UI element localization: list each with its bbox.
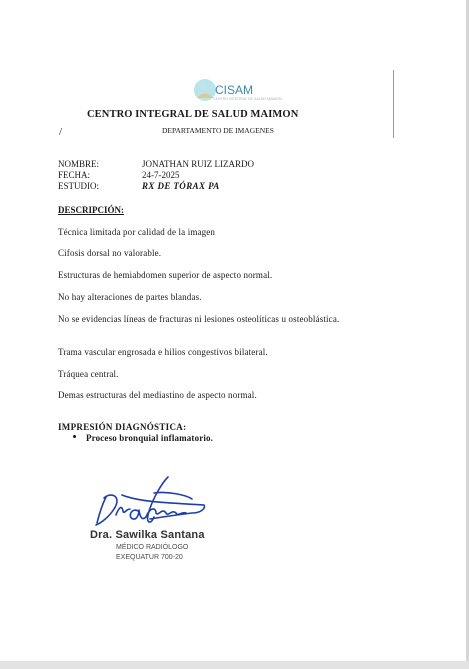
study-date: 24-7-2025 <box>142 170 180 180</box>
finding-item: Estructuras de hemiabdomen superior de aspecto normal. <box>58 270 273 280</box>
cisam-logo <box>191 76 282 104</box>
bullet-icon <box>73 435 76 438</box>
doctor-title: MÉDICO RADIÓLOGO <box>116 544 189 551</box>
finding-item: No se evidencias líneas de fracturas ni lesiones osteolíticas u osteoblástica. <box>58 314 340 324</box>
finding-item: No hay alteraciones de partes blandas. <box>58 292 202 302</box>
impression-item: Proceso bronquial inflamatorio. <box>86 433 214 443</box>
finding-item: Trama vascular engrosada e hilios congestivos bilateral. <box>58 347 268 357</box>
impression-heading: IMPRESIÓN DIAGNÓSTICA: <box>58 422 187 432</box>
study-label: ESTUDIO: <box>58 181 99 191</box>
finding-item: Demas estructuras del mediastino de aspecto normal. <box>58 390 257 400</box>
doctor-name: Dra. Sawilka Santana <box>90 529 205 541</box>
description-heading: DESCRIPCIÓN: <box>58 205 125 215</box>
logo-tagline: CENTRO INTEGRAL DE SALUD MAIMON <box>213 97 282 101</box>
department-name: DEPARTAMENTO DE IMAGENES <box>162 126 274 135</box>
doctor-exequatur: EXEQUATUR 700-20 <box>116 554 183 561</box>
study-name: RX DE TÓRAX PA <box>142 181 220 191</box>
patient-name: JONATHAN RUIZ LIZARDO <box>142 159 254 169</box>
name-label: NOMBRE: <box>58 159 100 169</box>
center-name: CENTRO INTEGRAL DE SALUD MAIMON <box>87 109 299 120</box>
finding-item: Tráquea central. <box>58 369 119 379</box>
handwritten-signature <box>92 473 210 531</box>
date-label: FECHA: <box>58 170 91 180</box>
finding-item: Técnica limitada por calidad de la imagen <box>58 227 216 237</box>
text-cursor-mark: / <box>59 126 63 138</box>
margin-rule <box>393 70 394 138</box>
page-edge-bottom <box>0 661 469 669</box>
finding-item: Cifosis dorsal no valorable. <box>58 248 162 258</box>
logo-text: CISAM <box>215 83 254 97</box>
